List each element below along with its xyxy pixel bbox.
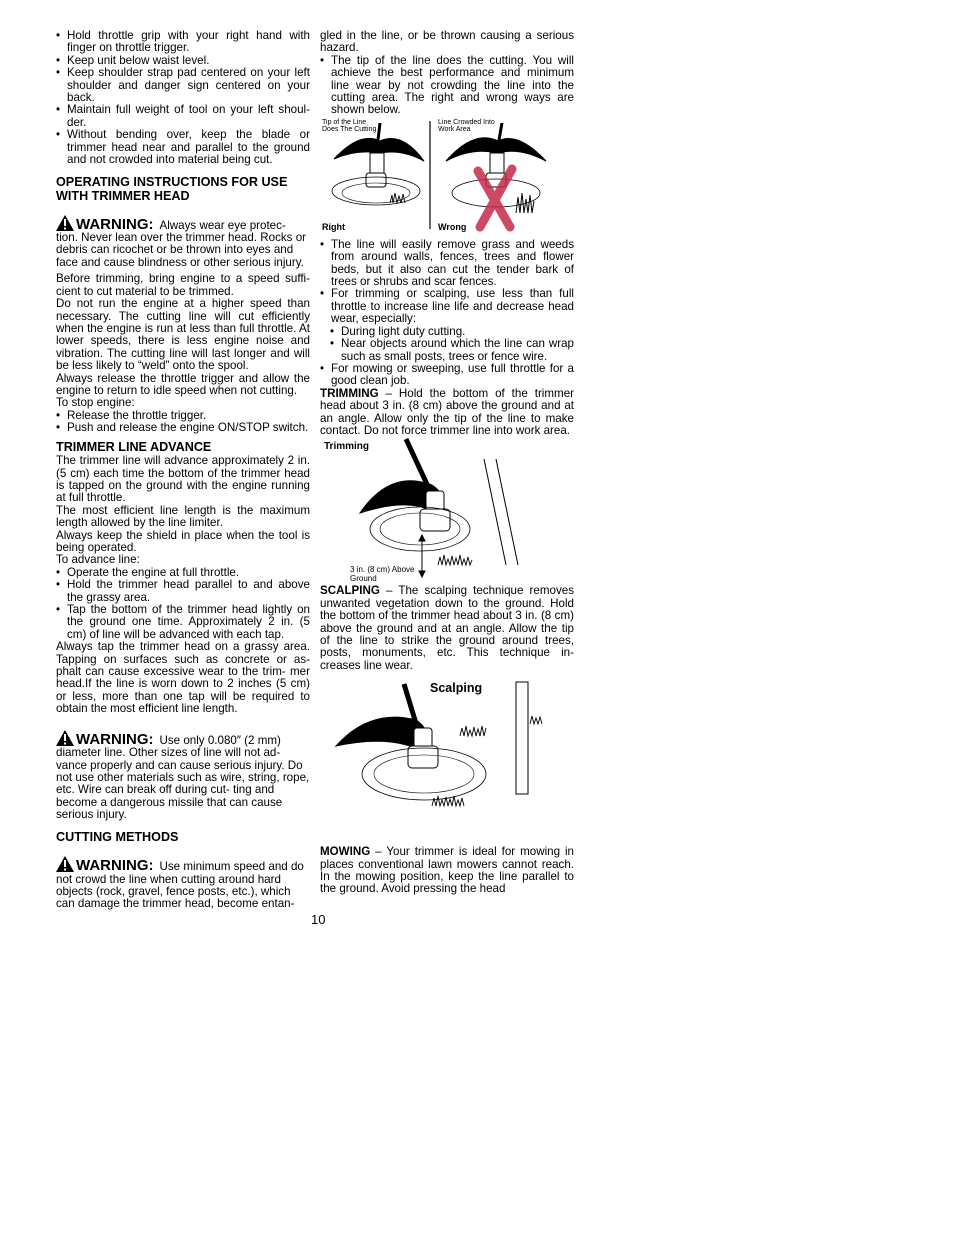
list-item: • Hold throttle grip with your right hand with finger on throttle trigger.: [56, 30, 310, 55]
label-trimming: Trimming: [324, 441, 370, 453]
list-item: • Without bending over, keep the blade or trimmer head near and parallel to the ground and not crowded into material being cut.: [56, 129, 310, 166]
paragraph: gled in the line, or be thrown causing a serious hazard.: [320, 29, 574, 55]
list-item: • Release the throttle trigger.: [56, 410, 310, 422]
list-item: • Keep shoulder strap pad centered on your left shoulder and danger sign centered on your back.: [56, 67, 310, 104]
right-wrong-illustration: [320, 117, 574, 235]
warning-text: Always wear eye protec- tion. Never lean over the trimmer head. Rocks or debris can ricochet or be thrown into eyes and face and cause blindness or other serious injury.: [56, 218, 307, 269]
section-heading-operating-instructions: OPERATING INSTRUCTIONS FOR USE WITH TRIMMER HEAD: [56, 175, 288, 204]
label-scalping: Scalping: [430, 681, 483, 696]
warning-label: WARNING:: [56, 728, 154, 746]
page-number: 10: [311, 912, 326, 927]
scalping-illustration: [320, 680, 574, 830]
list-item: • Tap the bottom of the trimmer head lightly on the ground one time. Approximately 2 in. (5 cm) of line will be advanced with each tap.: [56, 604, 310, 641]
warning-triangle-icon: [56, 730, 74, 746]
list-item: • During light duty cutting.: [320, 326, 574, 338]
figure-trimming: [320, 437, 574, 585]
caption-line-crowded: Line Crowded Into Work Area: [438, 118, 495, 134]
list-item: • Near objects around which the line can wrap such as small posts, trees or fence wire.: [320, 338, 574, 363]
paragraph-scalping: SCALPING – The scalping technique removes unwanted vegetation down to the ground. Hold the bottom of the trimmer head about 3 in. (8 cm) above the ground and at an angle. Allow the tip of the line to strike the ground around trees, posts, monuments, etc. This technique in- creases line wear.: [320, 584, 574, 672]
list-item: • Maintain full weight of tool on your left shoul- der.: [56, 104, 310, 129]
list-item: • The tip of the line does the cutting. You will achieve the best performance and minimum line wear by not crowding the line into the cutting area. The right and wrong ways are shown below.: [320, 55, 574, 117]
list-item: • For mowing or sweeping, use full throttle for a good clean job.: [320, 363, 574, 388]
label-right: Right: [322, 221, 345, 232]
bullet-list-stop-engine: [56, 410, 310, 435]
bullet-list-advance-line: [56, 567, 310, 641]
list-item: • Operate the engine at full throttle.: [56, 567, 310, 579]
left-column: [56, 30, 310, 911]
paragraph: The trimmer line will advance approximately 2 in. (5 cm) each time the bottom of the trimmer head is tapped on the ground with the engine running at full throttle.: [56, 454, 310, 505]
figure-scalping: [320, 680, 574, 846]
warning-label: WARNING:: [56, 213, 154, 231]
paragraph: To stop engine:: [56, 396, 135, 410]
trimming-illustration: [320, 437, 574, 585]
warning-label: WARNING:: [56, 854, 154, 872]
label-wrong: Wrong: [438, 221, 467, 232]
warning-text: Use only 0.080″ (2 mm) diameter line. Other sizes of line will not ad- vance properly and can cause serious injury. Do not use other materials such as wire, string, rope, etc. Wire can break off during cut- ting and become a dangerous missile that can cause serious injury.: [56, 733, 310, 822]
warning-eye-protection: [56, 213, 310, 270]
paragraph-trimming: TRIMMING – Hold the bottom of the trimmer head about 3 in. (8 cm) above the ground and at an angle. Allow only the tip of the line to make contact. Do not force trimmer line into work area.: [320, 386, 574, 437]
warning-triangle-icon: [56, 856, 74, 872]
paragraph: Do not run the engine at a higher speed than necessary. The cutting line will cut efficiently when the engine is run at less than full throttle. At lower speeds, there is less engine noise and vibration. The cutting line will last longer and will be less likely to “weld” onto the spool.: [56, 297, 310, 373]
section-heading-trimmer-line-advance: TRIMMER LINE ADVANCE: [56, 439, 212, 454]
right-column: [320, 30, 574, 896]
warning-triangle-icon: [56, 215, 74, 231]
paragraph-mowing: MOWING – Your trimmer is ideal for mowing in places conventional lawn mowers cannot reach. In the mowing position, keep the line parallel to the ground. Avoid pressing the head: [320, 845, 574, 896]
list-item: • Keep unit below waist level.: [56, 55, 310, 67]
list-item: • The line will easily remove grass and weeds from around walls, fences, trees and flower beds, but it also can cut the tender bark of trees or shrubs and scar fences.: [320, 239, 574, 289]
warning-line-size: [56, 728, 310, 822]
bullet-list-tip-cutting: [320, 55, 574, 117]
paragraph: To advance line:: [56, 553, 140, 567]
section-heading-cutting-methods: CUTTING METHODS: [56, 829, 179, 844]
bullet-list-line-use: [320, 239, 574, 326]
list-item: • Push and release the engine ON/STOP switch.: [56, 422, 310, 434]
figure-right-wrong: [320, 117, 574, 235]
bullet-list-operating-posture: [56, 30, 310, 166]
paragraph: Always tap the trimmer head on a grassy area. Tapping on surfaces such as concrete or as- phalt can cause excessive wear to the trim- mer head.If the line is worn down to 2 inches (5 cm) or less, more than one tap will be required to obtain the most efficient line length.: [56, 640, 310, 716]
warning-text: Use minimum speed and do not crowd the line when cutting around hard objects (rock, gravel, fence posts, etc.), which can damage the trimmer head, become entan-: [56, 860, 304, 911]
paragraph: Always keep the shield in place when the tool is being operated.: [56, 528, 310, 554]
right-way-drawing: [332, 123, 424, 205]
bullet-list-mowing-throttle: [320, 363, 574, 388]
paragraph: The most efficient line length is the maximum length allowed by the line limiter.: [56, 503, 310, 530]
paragraph: Before trimming, bring engine to a speed suffi- cient to cut material to be trimmed.: [56, 272, 310, 298]
caption-tip-cutting: Tip of the Line Does The Cutting: [322, 118, 377, 134]
list-item: • For trimming or scalping, use less than full throttle to increase line life and decrease head wear, especially:: [320, 288, 574, 325]
paragraph: Always release the throttle trigger and allow the engine to return to idle speed when not cutting.: [56, 371, 310, 397]
warning-minimum-speed: [56, 854, 310, 911]
sub-bullet-list: [320, 326, 574, 363]
list-item: • Hold the trimmer head parallel to and above the grassy area.: [56, 579, 310, 604]
caption-above-ground: 3 in. (8 cm) Above Ground: [350, 565, 415, 584]
